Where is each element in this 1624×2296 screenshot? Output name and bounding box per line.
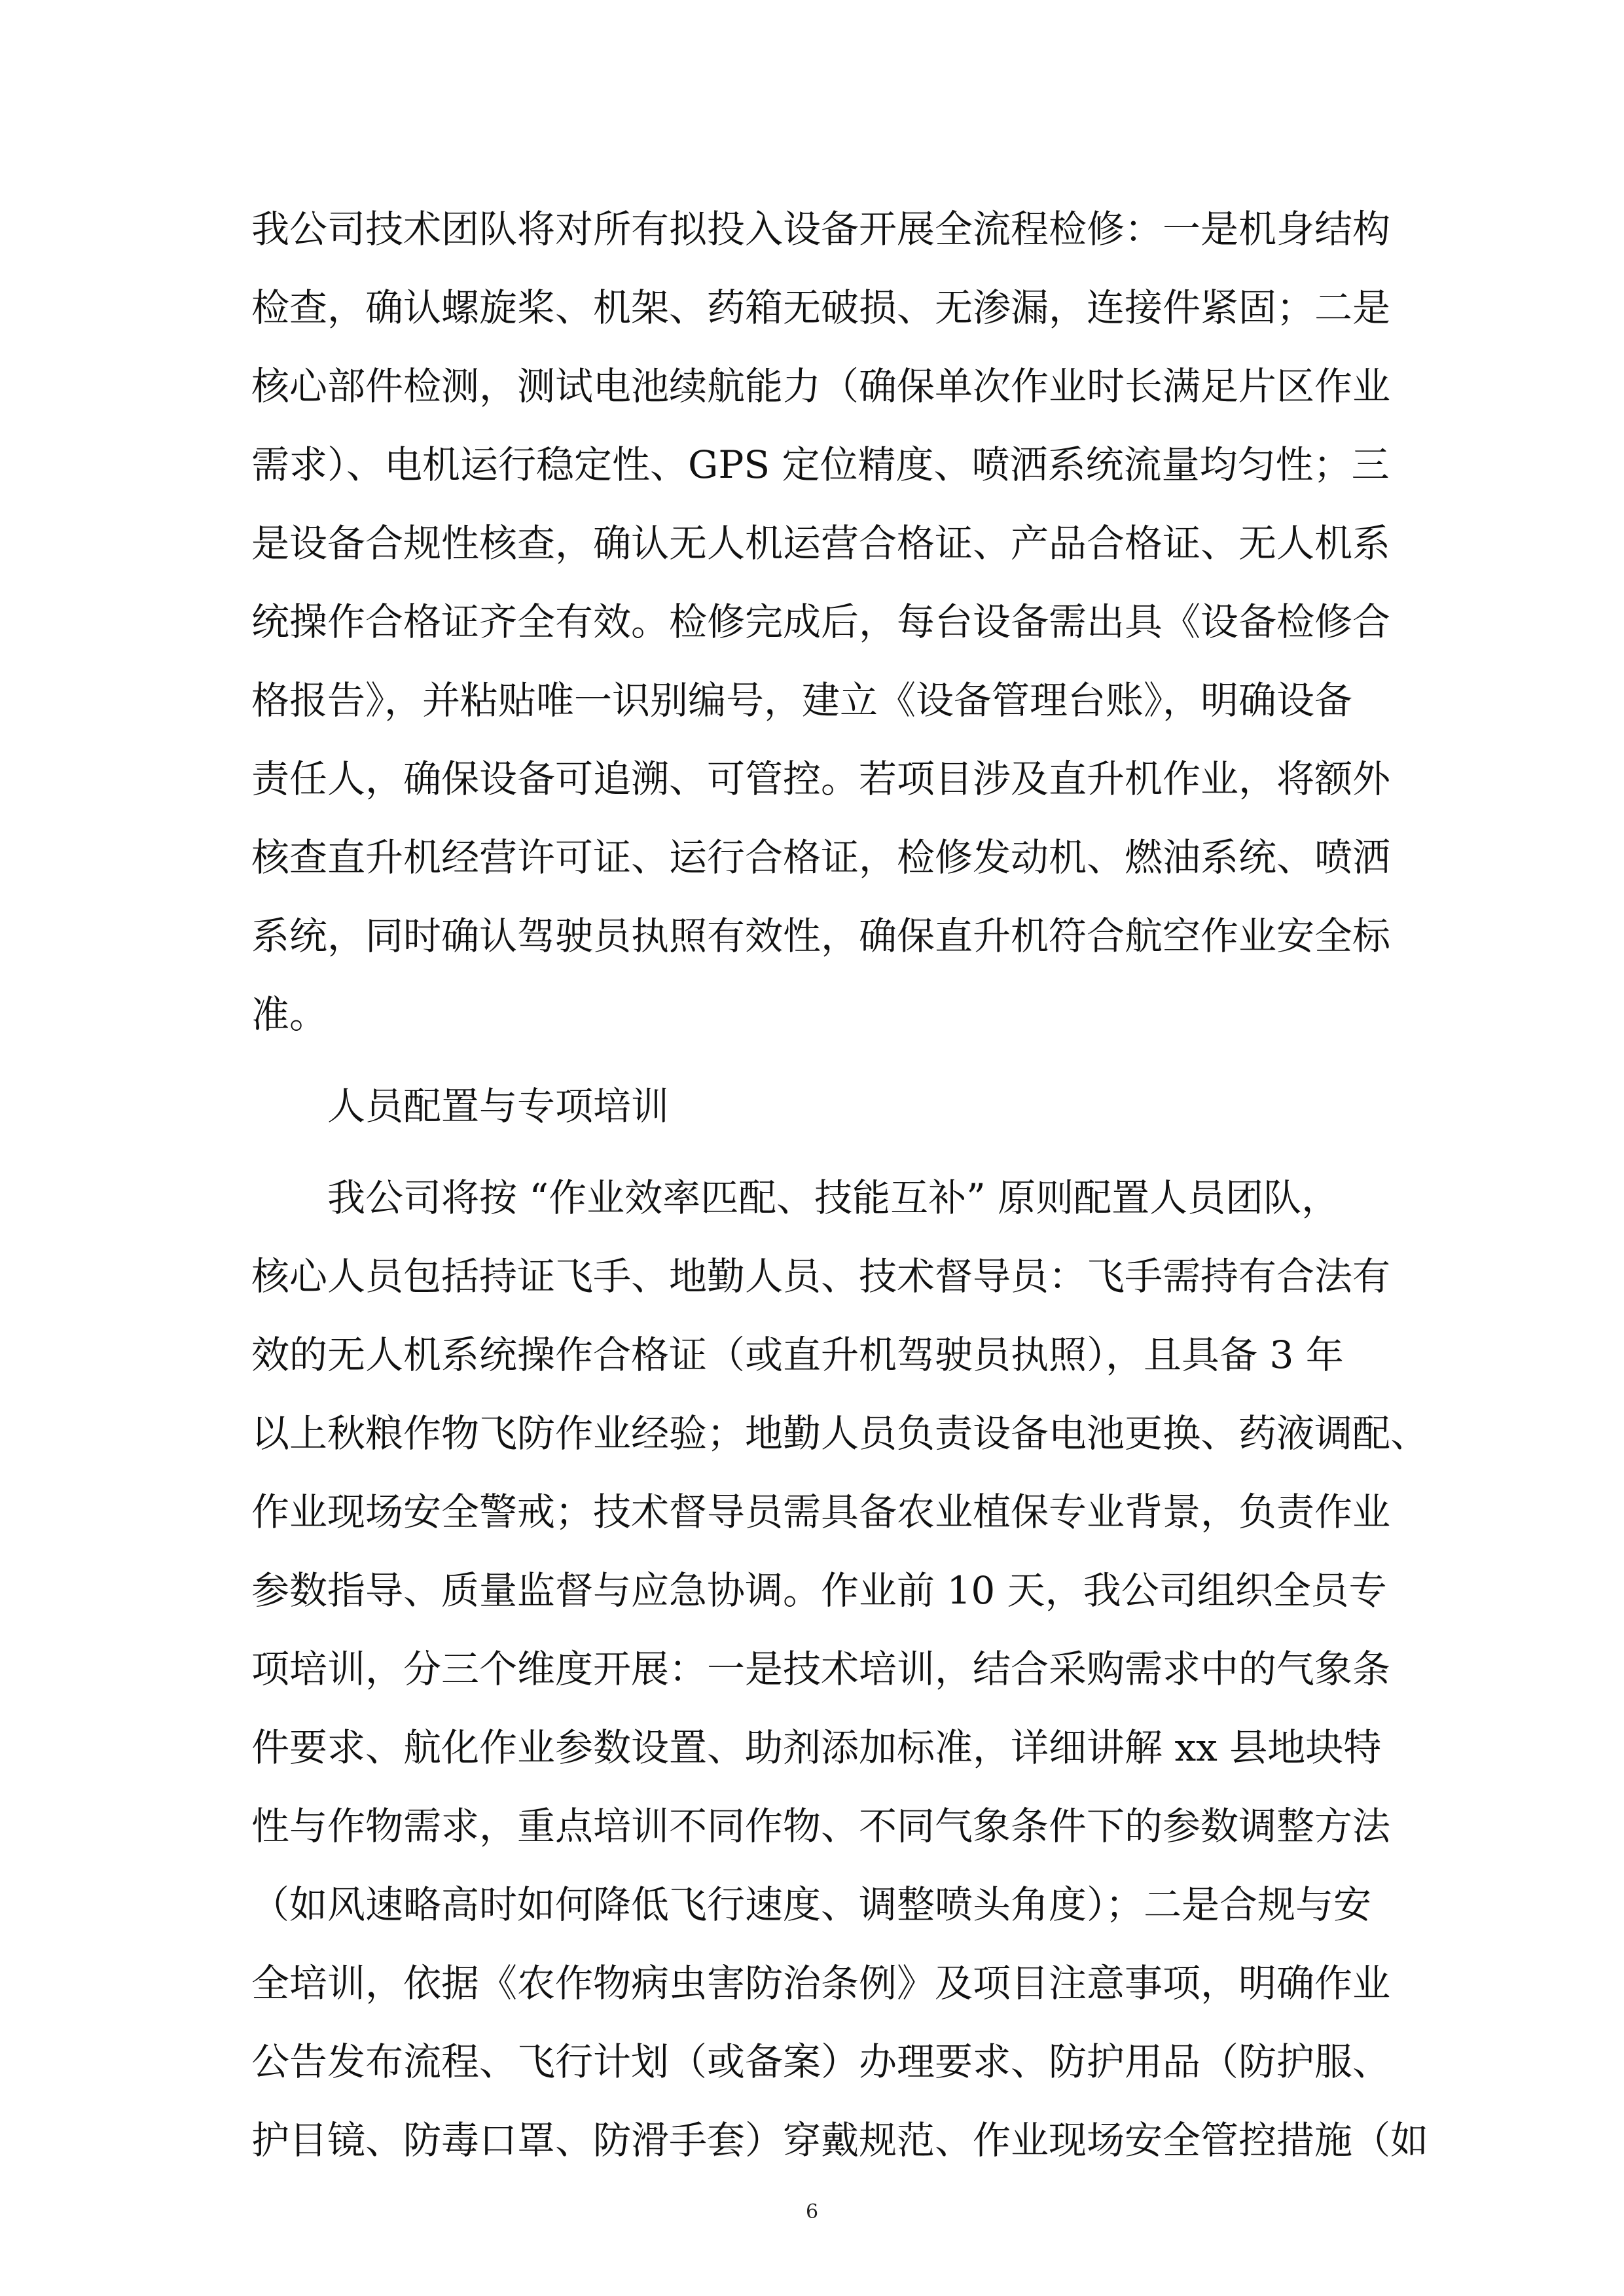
- text-line: 作业现场安全警戒；技术督导员需具备农业植保专业背景，负责作业: [251, 1490, 1391, 1534]
- text-line: 项培训，分三个维度开展：一是技术培训，结合采购需求中的气象条: [251, 1647, 1391, 1691]
- text-line: 件要求、航化作业参数设置、助剂添加标准，详细讲解 xx 县地块特: [251, 1725, 1382, 1770]
- text-line: 核心部件检测，测试电池续航能力（确保单次作业时长满足片区作业: [251, 364, 1391, 408]
- text-line: 护目镜、防毒口罩、防滑手套）穿戴规范、作业现场安全管控措施（如: [251, 2118, 1429, 2162]
- text-line: 统操作合格证齐全有效。检修完成后，每台设备需出具《设备检修合: [251, 600, 1391, 644]
- text-line: 参数指导、质量监督与应急协调。作业前 10 天，我公司组织全员专: [251, 1568, 1387, 1613]
- text-line: 需求）、电机运行稳定性、GPS 定位精度、喷洒系统流量均匀性；三: [251, 442, 1390, 487]
- text-line: 效的无人机系统操作合格证（或直升机驾驶员执照），且具备 3 年: [251, 1333, 1344, 1377]
- text-line: 核查直升机经营许可证、运行合格证，检修发动机、燃油系统、喷洒: [251, 835, 1391, 880]
- text-line: 责任人，确保设备可追溯、可管控。若项目涉及直升机作业，将额外: [251, 757, 1391, 801]
- text-line: 我公司将按 “作业效率匹配、技能互补” 原则配置人员团队，: [327, 1175, 1340, 1220]
- text-line: 全培训，依据《农作物病虫害防治条例》及项目注意事项，明确作业: [251, 1961, 1391, 2005]
- text-line: （如风速略高时如何降低飞行速度、调整喷头角度）；二是合规与安: [251, 1882, 1372, 1927]
- page-number: 6: [805, 2200, 819, 2223]
- text-line: 公告发布流程、飞行计划（或备案）办理要求、防护用品（防护服、: [251, 2039, 1391, 2084]
- text-line: 我公司技术团队将对所有拟投入设备开展全流程检修：一是机身结构: [251, 207, 1391, 251]
- text-line: 是设备合规性核查，确认无人机运营合格证、产品合格证、无人机系: [251, 521, 1391, 565]
- text-line: 以上秋粮作物飞防作业经验；地勤人员负责设备电池更换、药液调配、: [251, 1411, 1429, 1456]
- section-heading: 人员配置与专项培训: [327, 1084, 670, 1128]
- text-line: 准。: [251, 992, 328, 1037]
- text-line: 系统，同时确认驾驶员执照有效性，确保直升机符合航空作业安全标: [251, 914, 1391, 958]
- text-line: 核心人员包括持证飞手、地勤人员、技术督导员：飞手需持有合法有: [251, 1254, 1391, 1299]
- text-line: 性与作物需求，重点培训不同作物、不同气象条件下的参数调整方法: [251, 1804, 1391, 1848]
- text-line: 检查，确认螺旋桨、机架、药箱无破损、无渗漏，连接件紧固；二是: [251, 285, 1391, 330]
- text-line: 格报告》，并粘贴唯一识别编号，建立《设备管理台账》，明确设备: [251, 678, 1353, 723]
